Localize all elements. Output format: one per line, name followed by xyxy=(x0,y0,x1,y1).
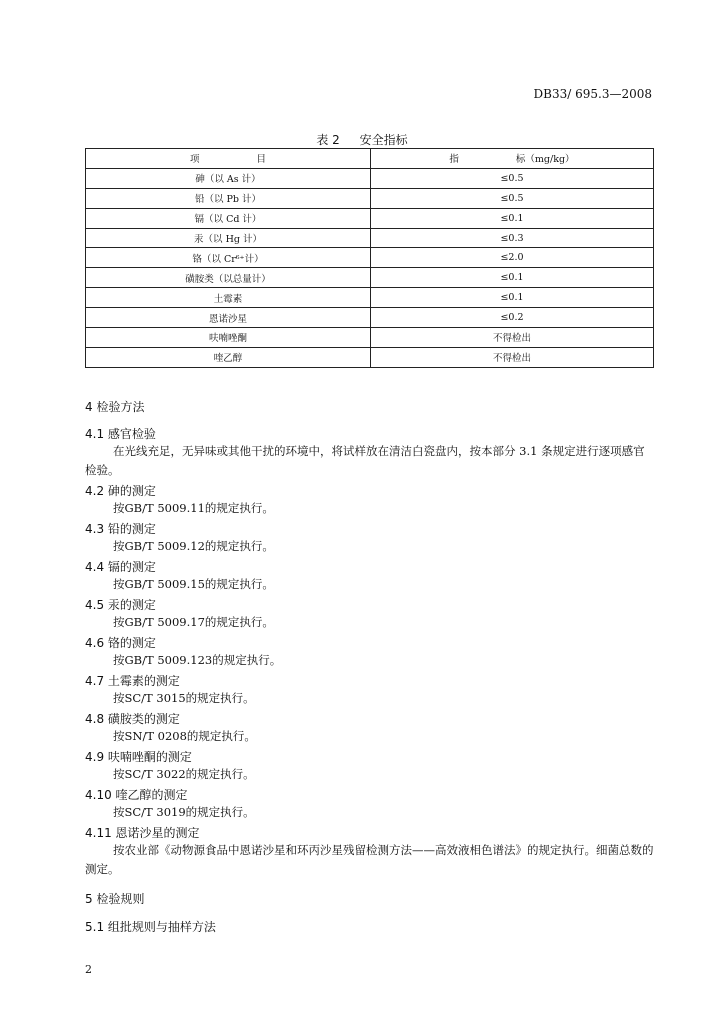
section-text-4-4: 按GB/T 5009.15的规定执行。 xyxy=(113,577,274,591)
row-value: ≤0.3 xyxy=(371,228,654,248)
safety-index-table xyxy=(85,148,654,368)
section-text-4-7: 按SC/T 3015的规定执行。 xyxy=(113,691,255,705)
section-heading-4-7: 4.7 土霉素的测定 xyxy=(85,674,180,688)
table-row xyxy=(86,228,654,248)
section-heading-4-5: 4.5 汞的测定 xyxy=(85,598,156,612)
row-item: 砷（以 As 计） xyxy=(86,168,371,188)
section-heading-4-1: 4.1 感官检验 xyxy=(85,427,156,441)
section-heading-4: 4 检验方法 xyxy=(85,400,145,414)
row-item: 呋喃唑酮 xyxy=(86,328,371,348)
table-header-row xyxy=(86,149,654,169)
section-text-4-11: 按农业部《动物源食品中恩诺沙星和环丙沙星残留检测方法——高效液相色谱法》的规定执行。细菌总数的测定。 xyxy=(85,843,654,876)
section-text-4-1: 在光线充足，无异味或其他干扰的环境中，将试样放在清洁白瓷盘内，按本部分 3.1 条规定进行逐项感官检验。 xyxy=(85,444,645,477)
table-row xyxy=(86,288,654,308)
section-heading-4-9: 4.9 呋喃唑酮的测定 xyxy=(85,750,192,764)
row-item: 铅（以 Pb 计） xyxy=(86,188,371,208)
section-heading-4-4: 4.4 镉的测定 xyxy=(85,560,156,574)
row-value: ≤0.1 xyxy=(371,268,654,288)
row-item: 汞（以 Hg 计） xyxy=(86,228,371,248)
section-text-4-3: 按GB/T 5009.12的规定执行。 xyxy=(113,539,274,553)
section-heading-4-6: 4.6 铬的测定 xyxy=(85,636,156,650)
row-item: 铬（以 Cr⁶⁺计） xyxy=(86,248,371,268)
column-header-item: 项 目 xyxy=(86,149,371,169)
section-heading-5: 5 检验规则 xyxy=(85,892,145,906)
table-row xyxy=(86,268,654,288)
section-text-4-6: 按GB/T 5009.123的规定执行。 xyxy=(113,653,282,667)
table-row xyxy=(86,188,654,208)
row-value: ≤2.0 xyxy=(371,248,654,268)
section-text-4-5: 按GB/T 5009.17的规定执行。 xyxy=(113,615,274,629)
row-item: 镉（以 Cd 计） xyxy=(86,208,371,228)
page-number: 2 xyxy=(85,963,92,976)
section-heading-4-2: 4.2 砷的测定 xyxy=(85,484,156,498)
row-value: ≤0.1 xyxy=(371,288,654,308)
section-heading-4-8: 4.8 磺胺类的测定 xyxy=(85,712,180,726)
section-text-4-10: 按SC/T 3019的规定执行。 xyxy=(113,805,255,819)
row-value: 不得检出 xyxy=(371,347,654,367)
row-item: 恩诺沙星 xyxy=(86,308,371,328)
row-item: 土霉素 xyxy=(86,288,371,308)
table-row xyxy=(86,208,654,228)
table-title: 安全指标 xyxy=(359,133,408,147)
section-heading-4-3: 4.3 铅的测定 xyxy=(85,522,156,536)
row-value: ≤0.5 xyxy=(371,188,654,208)
section-heading-4-11: 4.11 恩诺沙星的测定 xyxy=(85,826,200,840)
row-item: 喹乙醇 xyxy=(86,347,371,367)
standard-number: DB33/ 695.3—2008 xyxy=(533,87,652,101)
section-heading-4-10: 4.10 喹乙醇的测定 xyxy=(85,788,188,802)
table-row xyxy=(86,168,654,188)
table-row xyxy=(86,347,654,367)
table-number: 表 2 xyxy=(316,133,340,147)
section-text-4-9: 按SC/T 3022的规定执行。 xyxy=(113,767,255,781)
table-caption xyxy=(0,131,724,148)
row-value: ≤0.5 xyxy=(371,168,654,188)
row-item: 磺胺类（以总量计） xyxy=(86,268,371,288)
row-value: ≤0.2 xyxy=(371,308,654,328)
section-text-4-8: 按SN/T 0208的规定执行。 xyxy=(113,729,256,743)
table-row xyxy=(86,248,654,268)
column-header-index: 指 标（mg/kg） xyxy=(371,149,654,169)
section-text-4-2: 按GB/T 5009.11的规定执行。 xyxy=(113,501,274,515)
table-row xyxy=(86,328,654,348)
row-value: ≤0.1 xyxy=(371,208,654,228)
section-heading-5-1: 5.1 组批规则与抽样方法 xyxy=(85,920,216,934)
table-row xyxy=(86,308,654,328)
row-value: 不得检出 xyxy=(371,328,654,348)
